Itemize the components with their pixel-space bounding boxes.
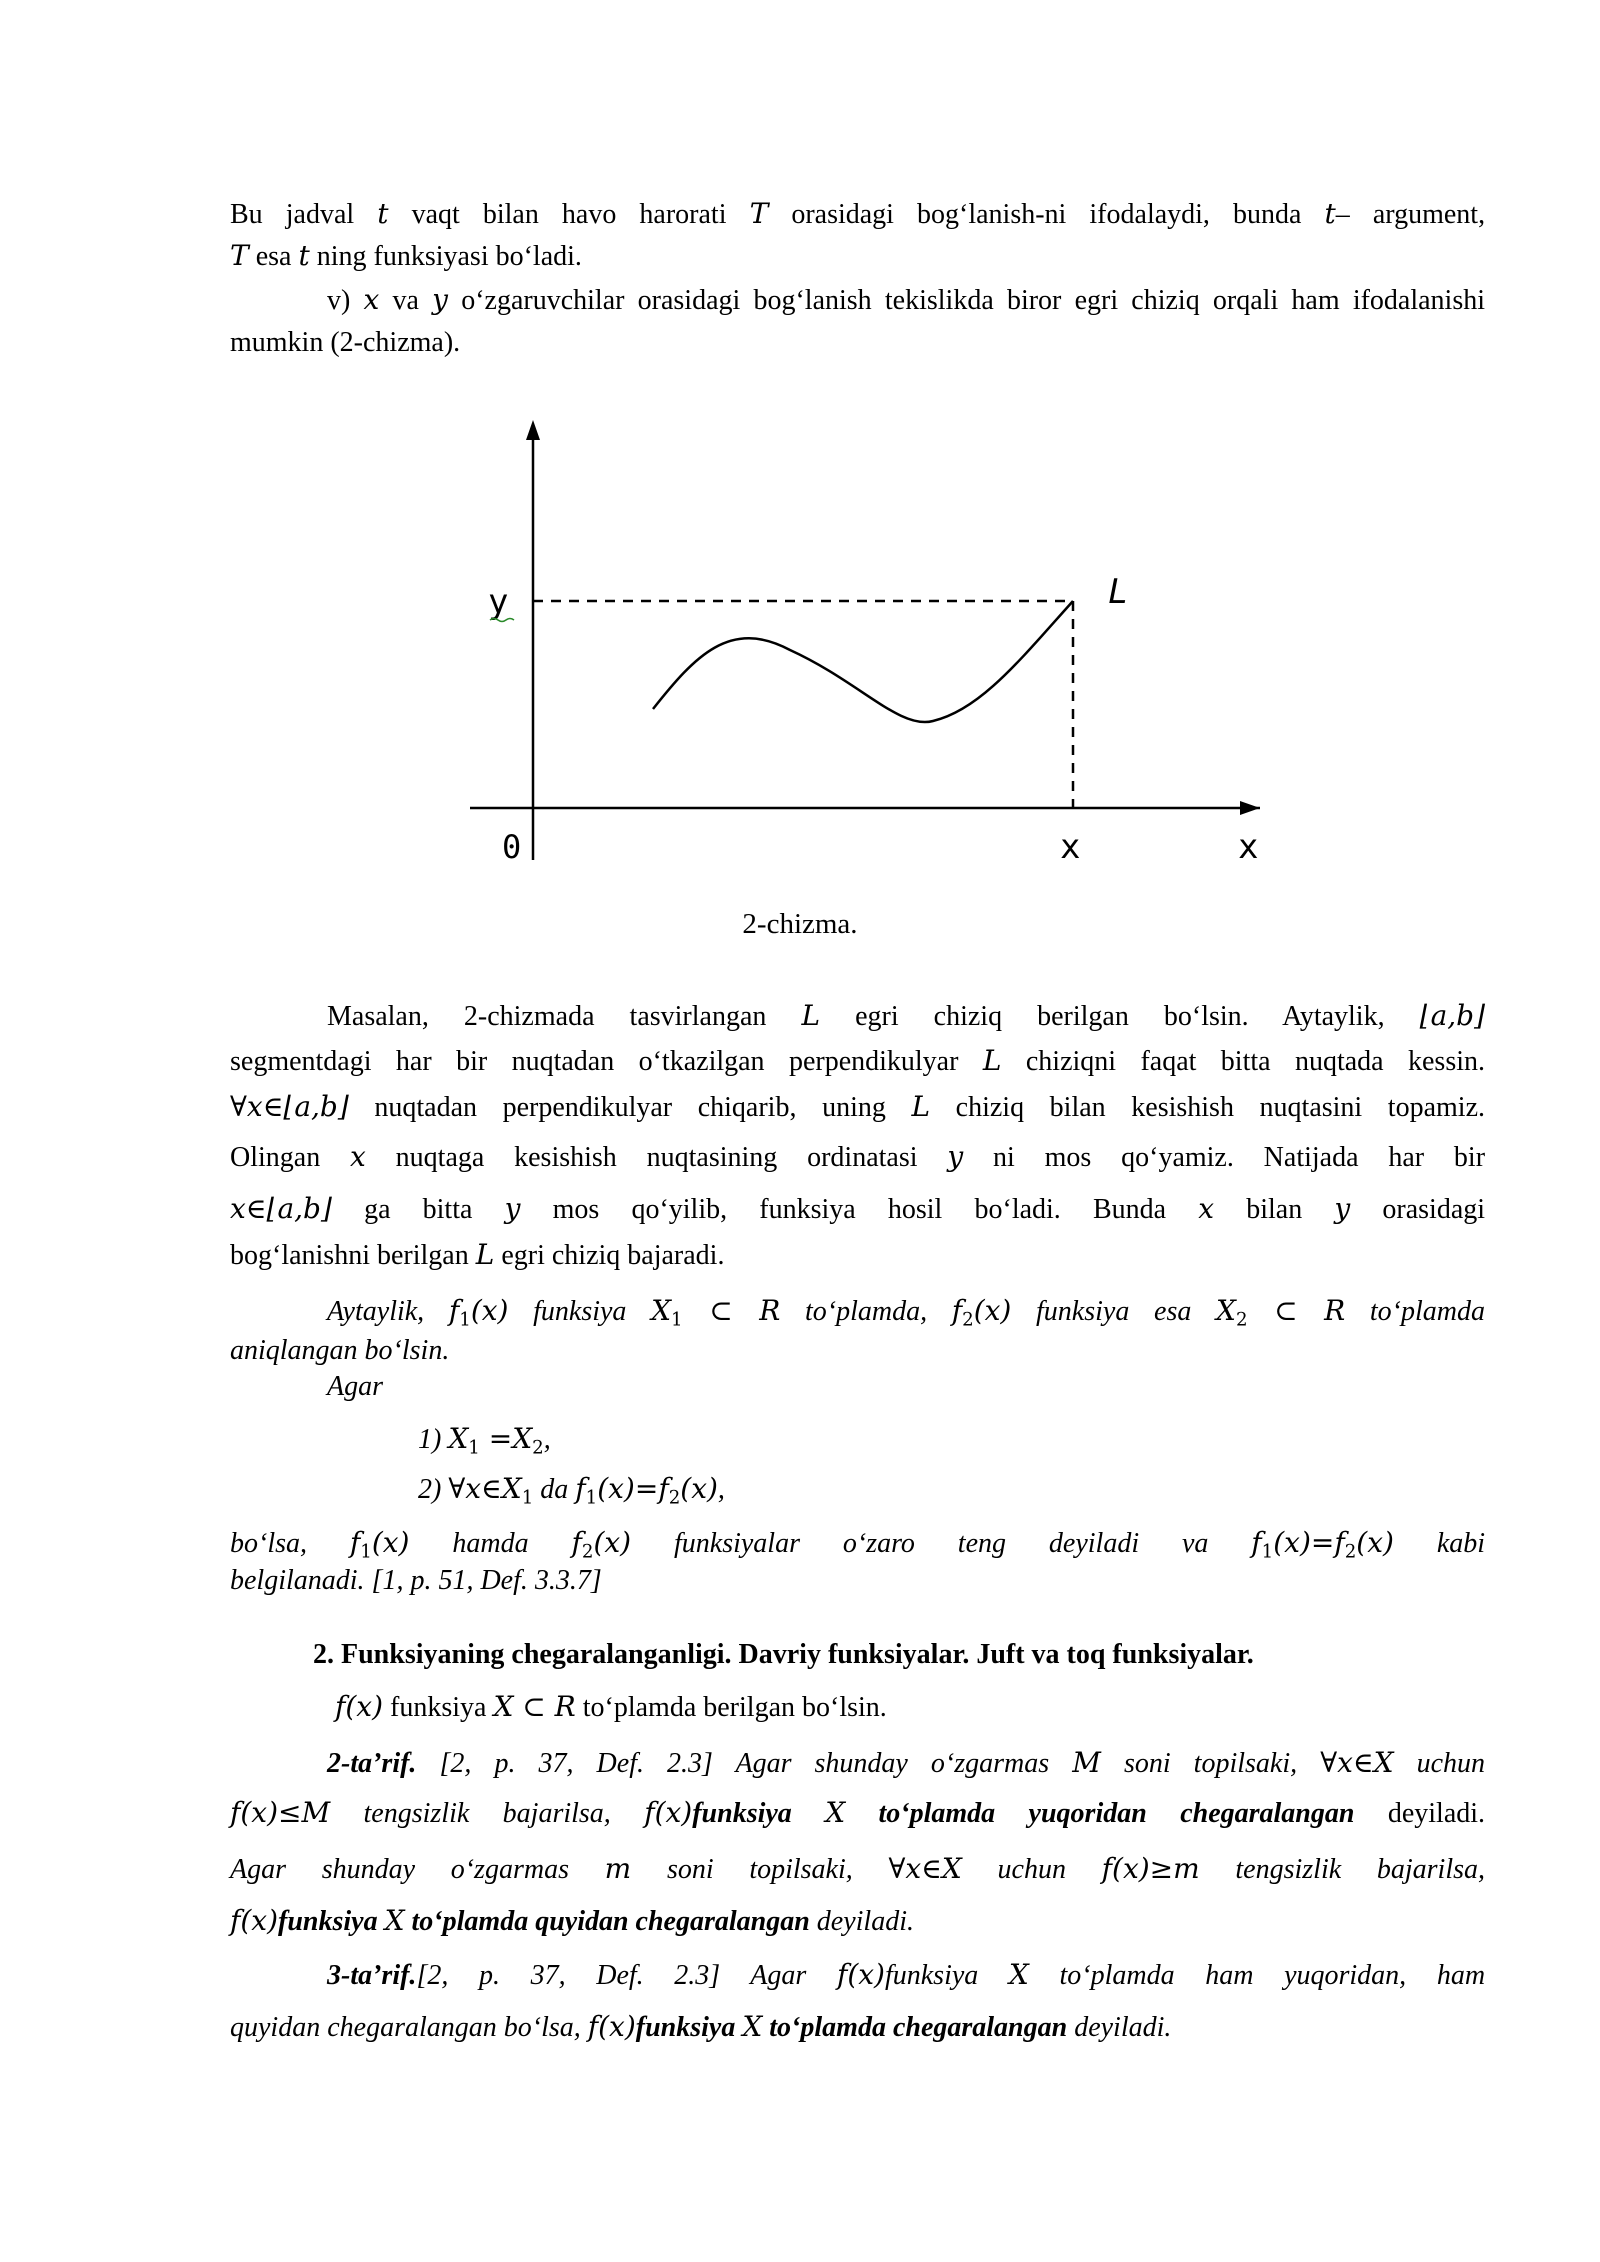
text: egri chiziq bajaradi. — [501, 1240, 725, 1271]
text: funksiyalar o‘zaro teng deyiladi va — [673, 1528, 1209, 1559]
math-fx: f(x) — [836, 1958, 885, 1991]
text: kabi — [1436, 1528, 1486, 1559]
text: to‘plamda yuqoridan chegaralangan — [878, 1798, 1355, 1829]
text: bilan — [1246, 1194, 1303, 1225]
text: hamda — [452, 1528, 529, 1559]
text: ga bitta — [364, 1194, 473, 1225]
text: egri chiziq berilgan bo‘lsin. Aytaylik, — [855, 1001, 1385, 1032]
text: funksiya esa — [1036, 1296, 1192, 1327]
text: segmentdagi har bir nuqtadan o‘tkazilgan perpendikulyar — [230, 1046, 959, 1077]
math-f2x: $f_2(x)$ — [951, 1294, 1012, 1331]
paragraph-example-l3 — [230, 1086, 1485, 1129]
math-y: y — [432, 283, 448, 316]
text: to‘plamda ham yuqoridan, ham — [1059, 1960, 1486, 1991]
paragraph-equal-conclusion-l2 — [230, 1560, 1485, 1602]
paragraph-example-l2 — [230, 1040, 1485, 1083]
text: uchun — [997, 1854, 1066, 1885]
paragraph-example — [230, 995, 1485, 1038]
text: va — [392, 285, 419, 316]
math-y: y — [504, 1192, 521, 1225]
text: v) — [327, 285, 351, 316]
math-M: M — [1072, 1746, 1101, 1779]
curve-label-L: L — [1108, 572, 1129, 612]
text: soni topilsaki, — [1123, 1748, 1298, 1779]
math-segment: ⌊a,b⌋ — [1419, 999, 1486, 1032]
math-L: L — [801, 999, 821, 1032]
text: deyiladi. — [1387, 1798, 1486, 1829]
math-y: y — [1334, 1192, 1351, 1225]
text: 1) — [418, 1424, 442, 1455]
text: ning funksiyasi bo‘ladi. — [316, 241, 582, 272]
math-t: t — [298, 239, 310, 272]
math-L: L — [982, 1044, 1002, 1077]
text: [2, p. 37, Def. 2.3] Agar shunday o‘zgarmas — [439, 1748, 1050, 1779]
text: [2, p. 37, Def. 2.3] Agar — [416, 1960, 807, 1991]
text: to‘plamda chegaralangan — [769, 2012, 1068, 2043]
math-fx: f(x) — [230, 1904, 279, 1937]
definition-label: 2-ta’rif. — [327, 1748, 417, 1779]
math-X-subset-R: X ⊂ R — [493, 1690, 576, 1723]
math-t: t — [377, 197, 389, 230]
text: quyidan chegaralangan bo‘lsa, — [230, 2012, 581, 2043]
math-f2x: $f_2(x)$ — [571, 1526, 632, 1563]
section-intro — [335, 1686, 1590, 1729]
text: to‘plamda, — [804, 1296, 928, 1327]
definition-2 — [230, 1742, 1485, 1785]
text: to‘plamda quyidan chegaralangan — [411, 1906, 810, 1937]
text: soni topilsaki, — [666, 1854, 853, 1885]
paragraph-curve-intro — [230, 279, 1485, 364]
math-L: L — [475, 1238, 495, 1271]
math-x: x — [1198, 1192, 1215, 1225]
math-x: x — [350, 1140, 366, 1173]
paragraph-table-description-cont — [230, 235, 1485, 278]
math-f1-eq-f2: $f_1(x)=f_2(x)$ — [1251, 1526, 1394, 1563]
math-forall-x-in-X: ∀x∈X — [1320, 1746, 1394, 1779]
text: vaqt bilan havo harorati — [411, 199, 727, 230]
text: ni mos qo‘yamiz. Natijada har bir — [993, 1142, 1486, 1173]
text: – argument, — [1335, 199, 1486, 230]
condition-2 — [418, 1468, 1600, 1519]
text: deyiladi. — [816, 1906, 914, 1937]
text: mos qo‘yilib, funksiya hosil bo‘ladi. Bunda — [552, 1194, 1167, 1225]
math-t: t — [1324, 197, 1336, 230]
paragraph-example-l6 — [230, 1234, 1485, 1277]
math-T: T — [230, 239, 249, 272]
math-T: T — [749, 197, 769, 230]
text: tengsizlik bajarilsa, — [363, 1798, 611, 1829]
text: orasidagi bog‘lanish-ni ifodalaydi, bunda — [791, 199, 1302, 230]
math-fx-le-M: f(x)≤M — [230, 1796, 331, 1829]
math-fx: f(x) — [335, 1690, 384, 1723]
y-label: y — [488, 582, 509, 622]
text: belgilanadi. [1, p. 51, Def. 3.3.7] — [230, 1565, 602, 1596]
definition-3 — [230, 1954, 1485, 1997]
text: uchun — [1416, 1748, 1486, 1779]
math-X: X — [825, 1796, 846, 1829]
text: Olingan — [230, 1142, 321, 1173]
text: orasidagi — [1382, 1194, 1486, 1225]
text: 2) — [418, 1474, 442, 1505]
math-X2-subset-R: $X_2$ ⊂ R — [1216, 1294, 1346, 1331]
text: deyiladi. — [1074, 2012, 1172, 2043]
math-x: x — [363, 283, 380, 316]
math-fx: f(x) — [587, 2010, 636, 2043]
math-x-in-segment: x∈⌊a,b⌋ — [230, 1192, 332, 1225]
x-axis-arrow — [1240, 801, 1260, 815]
math-L: L — [911, 1090, 931, 1123]
definition-2-l3 — [230, 1848, 1485, 1891]
text: bo‘lsa, — [230, 1528, 307, 1559]
definition-2-l2 — [230, 1792, 1485, 1835]
figure-curve-graph — [460, 420, 1280, 875]
math-X: X — [384, 1904, 405, 1937]
text: chiziqni faqat bitta nuqtada kessin. — [1025, 1046, 1486, 1077]
math-f1x: $f_1(x)$ — [349, 1526, 410, 1563]
paragraph-example-l4 — [230, 1136, 1485, 1179]
x-point-label: x — [1060, 827, 1081, 867]
math-X1-subset-R: $X_1$ ⊂ R — [651, 1294, 781, 1331]
graph-svg — [460, 420, 1280, 870]
math-X: X — [742, 2010, 763, 2043]
text: Bu jadval — [230, 199, 355, 230]
math-X1-eq-X2: $X_1 =X_2$ — [448, 1422, 544, 1459]
text: funksiya — [278, 1906, 378, 1937]
math-X: X — [1008, 1958, 1029, 1991]
text: chiziq bilan kesishish nuqtasini topamiz. — [955, 1092, 1486, 1123]
text: to‘plamda berilgan bo‘lsin. — [582, 1692, 887, 1723]
text: funksiya — [635, 2012, 736, 2043]
text: Aytaylik, — [327, 1296, 425, 1327]
curve-L — [653, 601, 1073, 722]
text: tengsizlik bajarilsa, — [1235, 1854, 1485, 1885]
math-y: y — [947, 1140, 964, 1173]
math-forall: ∀x∈⌊a,b⌋ — [230, 1090, 349, 1123]
figure-caption: 2-chizma. — [742, 908, 858, 940]
math-fx-ge-m: f(x)≥m — [1101, 1852, 1200, 1885]
text: o‘zgaruvchilar orasidagi bog‘lanish tekislikda biror egri chiziq orqali ham ifodalanishi mumkin (2-chizma). — [230, 285, 1486, 358]
y-axis-arrow — [526, 420, 540, 440]
text: , — [717, 1474, 725, 1505]
x-axis-label: x — [1238, 827, 1259, 867]
paragraph-example-l5 — [230, 1188, 1485, 1231]
text: to‘plamda — [1369, 1296, 1485, 1327]
text: nuqtadan perpendikulyar chiqarib, uning — [374, 1092, 886, 1123]
text: funksiya — [692, 1798, 792, 1829]
text: , — [543, 1424, 551, 1455]
text: Agar shunday o‘zgarmas — [230, 1854, 569, 1885]
math-m: m — [604, 1852, 632, 1885]
text: funksiya — [884, 1960, 979, 1991]
definition-3-l2 — [230, 2006, 1485, 2049]
text: esa — [255, 241, 292, 272]
math-forall-x-in-X1: $\forall x\in X_1$ — [448, 1472, 534, 1509]
definition-label: 3-ta’rif. — [327, 1960, 417, 1991]
math-fx: f(x) — [644, 1796, 693, 1829]
math-f1x: $f_1(x)$ — [448, 1294, 509, 1331]
math-forall-x-in-X: ∀x∈X — [888, 1852, 962, 1885]
math-f1-eq-f2: $f_1(x)=f_2(x)$ — [575, 1472, 718, 1509]
definition-2-l4 — [230, 1900, 1485, 1943]
text: funksiya — [533, 1296, 627, 1327]
text: da — [540, 1474, 569, 1505]
text: bog‘lanishni berilgan — [230, 1240, 469, 1271]
paragraph-table-description — [230, 193, 1485, 236]
text: funksiya — [390, 1692, 487, 1723]
text: nuqtaga kesishish nuqtasining ordinatasi — [395, 1142, 918, 1173]
agar-label: Agar — [327, 1371, 383, 1402]
text: aniqlangan bo‘lsin. — [230, 1335, 450, 1366]
text: Masalan, 2-chizmada tasvirlangan — [327, 1001, 767, 1032]
section-heading: 2. Funksiyaning chegaralanganligi. Davriy funksiyalar. Juft va toq funksiyalar. — [313, 1639, 1254, 1670]
origin-label: 0 — [502, 828, 522, 866]
condition-1 — [418, 1418, 1600, 1469]
